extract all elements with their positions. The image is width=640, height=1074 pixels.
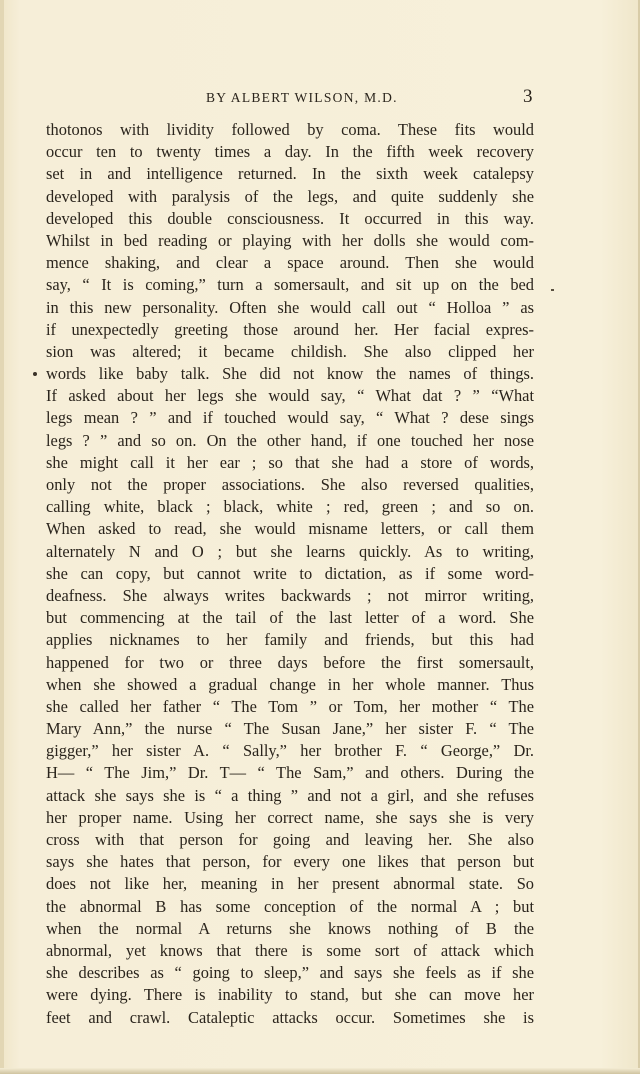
text-line: occur ten to twenty times a day. In the fifth week recovery xyxy=(46,142,534,162)
text-line: cross with that person for going and leaving her. She also xyxy=(46,830,534,849)
running-title: BY ALBERT WILSON, M.D. xyxy=(206,90,398,105)
page-number: 3 xyxy=(523,86,533,107)
text-line: developed this double consciousness. It occurred in this way. xyxy=(46,208,534,228)
text-line: she can copy, but cannot write to dictation, as if some word- xyxy=(46,563,534,583)
text-line: the abnormal B has some conception of the normal A ; but xyxy=(46,896,534,916)
text-line: H— “ The Jim,” Dr. T— “ The Sam,” and others. During the xyxy=(46,763,534,783)
text-line: Whilst in bed reading or playing with her dolls she would com- xyxy=(46,230,534,250)
text-line: calling white, black ; black, white ; red, green ; and so on. xyxy=(46,497,534,517)
running-head xyxy=(0,87,640,109)
text-line: set in and intelligence returned. In the sixth week catalepsy xyxy=(46,164,534,184)
text-line: says she hates that person, for every one likes that person but xyxy=(46,852,534,872)
text-line: gigger,” her sister A. “ Sally,” her brother F. “ George,” Dr. xyxy=(46,741,534,761)
text-line: happened for two or three days before the first somersault, xyxy=(46,652,534,672)
margin-dot-mark xyxy=(33,372,37,376)
text-line: developed with paralysis of the legs, and quite suddenly she xyxy=(46,186,534,206)
text-line: she might call it her ear ; so that she had a store of words, xyxy=(46,452,534,472)
text-line: say, “ It is coming,” turn a somersault, and sit up on the bed xyxy=(46,275,534,295)
text-line: attack she says she is “ a thing ” and not a girl, and she refuses xyxy=(46,785,534,805)
page-edge-left xyxy=(0,0,4,1074)
text-line: if unexpectedly greeting those around her. Her facial expres- xyxy=(46,319,534,339)
text-line: deafness. She always writes backwards ; not mirror writing, xyxy=(46,585,534,605)
text-line: legs ? ” and so on. On the other hand, if one touched her nose xyxy=(46,430,534,450)
text-line: thotonos with lividity followed by coma. These fits would xyxy=(46,120,534,139)
text-line: were dying. There is inability to stand, but she can move her xyxy=(46,985,534,1005)
text-line: sion was altered; it became childish. She also clipped her xyxy=(46,341,534,361)
text-line: alternately N and O ; but she learns quickly. As to writing, xyxy=(46,541,534,561)
body-text xyxy=(46,119,534,1029)
text-line: Mary Ann,” the nurse “ The Susan Jane,” her sister F. “ The xyxy=(46,719,534,739)
text-line: in this new personality. Often she would call out “ Holloa ” as xyxy=(46,297,534,317)
text-line: abnormal, yet knows that there is some sort of attack which xyxy=(46,940,534,960)
text-line: she describes as “ going to sleep,” and says she feels as if she xyxy=(46,963,534,983)
text-line: when the normal A returns she knows nothing of B the xyxy=(46,918,534,938)
text-line: words like baby talk. She did not know the names of things. xyxy=(46,364,534,384)
text-line: applies nicknames to her family and friends, but this had xyxy=(46,630,534,650)
text-line: does not like her, meaning in her present abnormal state. So xyxy=(46,874,534,894)
text-line: legs mean ? ” and if touched would say, “ What ? dese sings xyxy=(46,408,534,428)
text-line: only not the proper associations. She also reversed qualities, xyxy=(46,475,534,494)
text-line: mence shaking, and clear a space around. Then she would xyxy=(46,253,534,273)
text-line: she called her father “ The Tom ” or Tom, her mother “ The xyxy=(46,696,534,716)
text-line: her proper name. Using her correct name, she says she is very xyxy=(46,807,534,827)
text-line: When asked to read, she would misname letters, or call them xyxy=(46,519,534,539)
text-line: feet and crawl. Cataleptic attacks occur. Sometimes she is xyxy=(46,1007,534,1027)
text-line: when she showed a gradual change in her whole manner. Thus xyxy=(46,674,534,694)
text-line: If asked about her legs she would say, “ What dat ? ” “What xyxy=(46,386,534,406)
page-edge-bottom xyxy=(0,1068,640,1074)
margin-dash-mark xyxy=(551,289,554,291)
text-line: but commencing at the tail of the last letter of a word. She xyxy=(46,608,534,628)
